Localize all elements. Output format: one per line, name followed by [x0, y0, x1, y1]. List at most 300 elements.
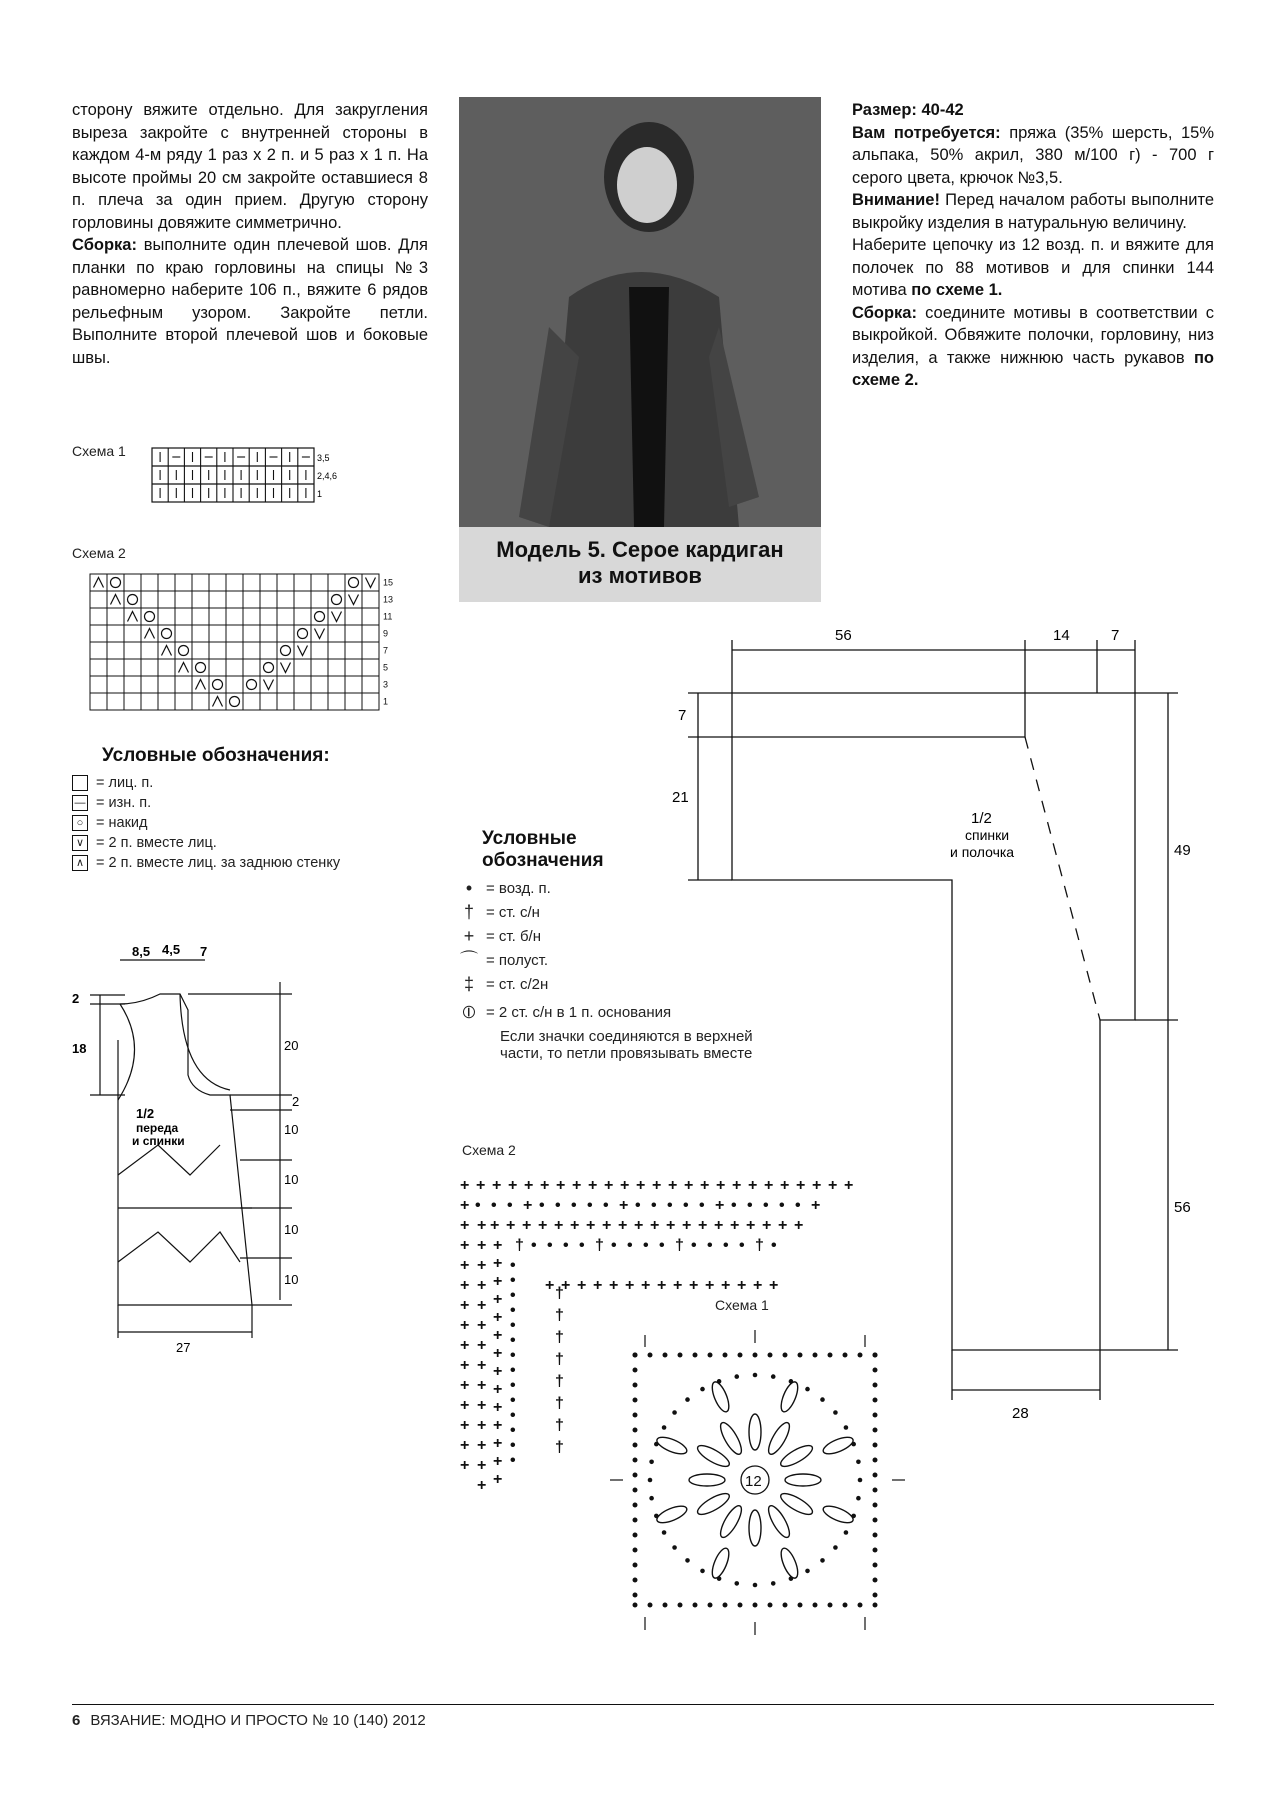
crochet-edge-stitch: • — [747, 1197, 753, 1214]
crochet-edge-stitch: + — [493, 1471, 503, 1488]
motif-chain-dot — [768, 1353, 773, 1358]
crochet-edge-stitch: + — [604, 1177, 614, 1194]
crochet-edge-stitch: • — [539, 1197, 545, 1214]
crochet-edge-stitch: • — [603, 1197, 609, 1214]
motif-chain-dot — [873, 1383, 878, 1388]
need-line — [852, 122, 1214, 190]
motif-chain-dot — [633, 1563, 638, 1568]
legend-knit-row-3 — [72, 833, 412, 853]
motif-chain-dot — [873, 1428, 878, 1433]
motif-chain-dot — [633, 1413, 638, 1418]
back-dim-right-1: 49 — [1174, 842, 1191, 859]
motif-chain-dot — [873, 1548, 878, 1553]
crochet-edge-stitch: • — [571, 1197, 577, 1214]
legend-crochet-row-1 — [458, 900, 818, 924]
crochet-edge-stitch: + — [844, 1177, 854, 1194]
crochet-edge-stitch: + — [732, 1177, 742, 1194]
motif-outer-petal — [778, 1546, 801, 1580]
motif-chain-dot — [856, 1459, 861, 1464]
knit-2-tog-tbl-mark — [179, 663, 189, 673]
front-dim-right-2: 2 — [292, 1094, 300, 1109]
motif-chain-dot — [771, 1374, 776, 1379]
crochet-edge-stitch: + — [620, 1177, 630, 1194]
crochet-edge-stitch: + — [460, 1437, 470, 1454]
motif-inner-petal — [785, 1474, 821, 1486]
right-text-column — [852, 99, 1214, 392]
front-dim-right-4: 10 — [284, 1172, 299, 1187]
attention-line — [852, 189, 1214, 234]
crochet-edge-stitch: + — [666, 1217, 676, 1234]
scheme2-knit-chart — [88, 572, 418, 722]
knit-2-tog-tbl-mark — [145, 629, 155, 639]
crochet-edge-stitch: • — [510, 1317, 516, 1334]
knit-2-tog-tbl-mark — [128, 612, 138, 622]
photo-caption-line2: из мотивов — [578, 563, 702, 588]
motif-chain-dot — [873, 1563, 878, 1568]
crochet-edge-stitch: + — [619, 1197, 629, 1214]
motif-chain-dot — [873, 1503, 878, 1508]
dc-icon: † — [463, 902, 474, 922]
motif-chain-dot — [753, 1583, 758, 1588]
crochet-edge-stitch: + — [586, 1217, 596, 1234]
motif-chain-dot — [828, 1603, 833, 1608]
motif-chain-dot — [633, 1428, 638, 1433]
crochet-edge-stitch: • — [643, 1237, 649, 1254]
motif-chain-dot — [678, 1353, 683, 1358]
knit-2-tog-mark — [366, 578, 376, 588]
right-assembly-line — [852, 302, 1214, 392]
motif-chain-dot — [700, 1569, 705, 1574]
motif-chain-dot — [833, 1545, 838, 1550]
yarn-over-mark — [247, 680, 257, 690]
motif-chain-dot — [873, 1368, 878, 1373]
back-dim-bottom: 28 — [1012, 1405, 1029, 1422]
crochet-edge-stitch: + — [716, 1177, 726, 1194]
motif-chain-dot — [633, 1488, 638, 1493]
crochet-edge-stitch: + — [764, 1177, 774, 1194]
v-square-icon: ∨ — [72, 835, 88, 851]
crochet-edge-stitch: + — [769, 1277, 779, 1294]
crochet-edge-stitch: • — [547, 1237, 553, 1254]
scheme2-row-label: 5 — [383, 662, 389, 673]
motif-chain-dot — [753, 1603, 758, 1608]
back-dim-top-1: 56 — [835, 627, 852, 644]
front-dim-top-1: 8,5 — [132, 944, 151, 959]
crochet-edge-stitch: + — [811, 1197, 821, 1214]
motif-chain-dot — [843, 1603, 848, 1608]
motif-chain-dot — [678, 1603, 683, 1608]
crochet-edge-stitch: † — [555, 1351, 564, 1368]
knit-2-tog-tbl-mark — [213, 697, 223, 707]
page-number: 6 — [72, 1712, 81, 1729]
crochet-edge-stitch: • — [510, 1422, 516, 1439]
motif-chain-dot — [856, 1496, 861, 1501]
knit-2-tog-mark — [281, 663, 291, 673]
assembly-label: Сборка: — [72, 236, 137, 254]
crochet-edge-stitch: + — [737, 1277, 747, 1294]
chain-bold: по схеме 1. — [911, 281, 1003, 299]
crochet-edge-stitch: • — [627, 1237, 633, 1254]
legend-knit-row-1 — [72, 793, 412, 813]
crochet-edge-stitch: + — [490, 1217, 500, 1234]
crochet-edge-stitch: † — [555, 1285, 564, 1302]
crochet-edge-stitch: • — [635, 1197, 641, 1214]
scheme2-caption: Схема 2 — [72, 545, 126, 561]
legend-crochet-text-5: = 2 ст. с/н в 1 п. основания — [486, 1003, 672, 1021]
yarn-over-mark — [213, 680, 223, 690]
crochet-edge-stitch: • — [659, 1237, 665, 1254]
knit-2-tog-mark — [315, 629, 325, 639]
legend-knit-row-4 — [72, 853, 412, 873]
motif-chain-dot — [768, 1603, 773, 1608]
motif-chain-dot — [771, 1581, 776, 1586]
crochet-edge-stitch: + — [577, 1277, 587, 1294]
motif-chain-dot — [813, 1603, 818, 1608]
crochet-edge-stitch: • — [507, 1197, 513, 1214]
motif-chain-dot — [734, 1374, 739, 1379]
crochet-edge-stitch: • — [510, 1302, 516, 1319]
crochet-edge-stitch: + — [778, 1217, 788, 1234]
motif-chain-dot — [813, 1353, 818, 1358]
crochet-motif-chart — [605, 1325, 925, 1645]
back-label-2: спинки — [965, 827, 1010, 843]
motif-chain-dot — [828, 1353, 833, 1358]
yarn-over-mark — [281, 646, 291, 656]
crochet-edge-stitch: + — [492, 1177, 502, 1194]
crochet-edge-stitch: + — [794, 1217, 804, 1234]
legend-crochet-title-1: Условные — [482, 828, 577, 849]
motif-outer-petal — [709, 1380, 732, 1414]
motif-chain-dot — [633, 1533, 638, 1538]
crochet-edge-stitch: + — [493, 1237, 503, 1254]
crochet-edge-stitch: + — [460, 1237, 470, 1254]
crochet-edge-stitch: • — [510, 1392, 516, 1409]
crochet-edge-stitch: • — [555, 1197, 561, 1214]
crochet-edge-stitch: + — [460, 1337, 470, 1354]
motif-chain-dot — [833, 1410, 838, 1415]
yarn-over-mark — [196, 663, 206, 673]
cluster-icon: ⦶ — [462, 1002, 476, 1022]
motif-chain-dot — [873, 1603, 878, 1608]
crochet-edge-stitch: • — [699, 1197, 705, 1214]
motif-chain-dot — [685, 1558, 690, 1563]
crochet-edge-stitch: + — [657, 1277, 667, 1294]
legend-knit — [72, 745, 412, 873]
crochet-edge-stitch: + — [609, 1277, 619, 1294]
legend-crochet-row-0 — [458, 876, 818, 900]
motif-chain-dot — [873, 1533, 878, 1538]
motif-chain-dot — [873, 1353, 878, 1358]
motif-chain-dot — [633, 1518, 638, 1523]
circle-square-icon: ○ — [72, 815, 88, 831]
knit-2-tog-mark — [332, 612, 342, 622]
crochet-edge-stitch: † — [555, 1329, 564, 1346]
legend-crochet-row-3 — [458, 948, 818, 972]
crochet-edge-stitch: + — [460, 1457, 470, 1474]
crochet-edge-stitch: • — [763, 1197, 769, 1214]
crochet-edge-stitch: + — [477, 1337, 487, 1354]
motif-chain-dot — [633, 1603, 638, 1608]
crochet-edge-stitch: • — [795, 1197, 801, 1214]
back-dim-top-2: 14 — [1053, 627, 1070, 644]
motif-chain-dot — [633, 1458, 638, 1463]
legend-crochet-note-1: Если значки соединяются в верхней — [500, 1028, 753, 1045]
assembly-text: выполните один плечевой шов. Для планки по краю горловины на спицы №3 равномерно наберите 106 п., вяжите 6 рядов рельефным узором. Закройте петли. Выполните второй плечевой шов и боковые швы. — [72, 236, 428, 367]
footer — [72, 1712, 426, 1729]
motif-chain-dot — [820, 1397, 825, 1402]
motif-inner-petal — [749, 1510, 761, 1546]
front-dim-right-1: 20 — [284, 1038, 299, 1053]
back-label-1: 1/2 — [971, 810, 992, 827]
crochet-edge-stitch: † — [555, 1307, 564, 1324]
crochet-edge-stitch: + — [714, 1217, 724, 1234]
need-label: Вам потребуется: — [852, 123, 1001, 142]
crochet-edge-stitch: + — [746, 1217, 756, 1234]
back-label-3: и полочка — [950, 844, 1015, 860]
crochet-edge-stitch: + — [493, 1363, 503, 1380]
left-paragraph-assembly — [72, 234, 428, 369]
motif-chain-dot — [873, 1488, 878, 1493]
motif-chain-dot — [873, 1458, 878, 1463]
yarn-over-mark — [298, 629, 308, 639]
crochet-edge-stitch: + — [762, 1217, 772, 1234]
crochet-edge-stitch: + — [477, 1237, 487, 1254]
crochet-edge-stitch: • — [510, 1437, 516, 1454]
magazine-title: ВЯЗАНИЕ: МОДНО И ПРОСТО № 10 (140) 2012 — [90, 1712, 426, 1729]
crochet-edge-stitch: + — [715, 1197, 725, 1214]
empty-square-icon — [72, 775, 88, 791]
motif-outer-petal — [655, 1434, 689, 1457]
motif-outer-petal — [778, 1380, 801, 1414]
crochet-edge-stitch: • — [491, 1197, 497, 1214]
yarn-over-mark — [264, 663, 274, 673]
attention-text: Перед началом работы выполните выкройку изделия в натуральную величину. — [852, 191, 1214, 232]
crochet-edge-stitch: † — [555, 1439, 564, 1456]
crochet-edge-stitch: + — [700, 1177, 710, 1194]
crochet-edge-stitch: • — [510, 1347, 516, 1364]
crochet-edge-stitch: + — [460, 1217, 470, 1234]
motif-inner-petal — [749, 1414, 761, 1450]
crochet-edge-stitch: + — [460, 1177, 470, 1194]
motif-chain-dot — [693, 1353, 698, 1358]
legend-crochet-title-2: обозначения — [482, 850, 604, 871]
crochet-edge-stitch: + — [540, 1177, 550, 1194]
motif-chain-dot — [633, 1368, 638, 1373]
photo-caption-line1: Модель 5. Серое кардиган — [496, 537, 784, 562]
crochet-edge-stitch: • — [651, 1197, 657, 1214]
crochet-edge-stitch: + — [477, 1357, 487, 1374]
crochet-edge-stitch: + — [753, 1277, 763, 1294]
motif-inner-petal — [778, 1490, 815, 1518]
crochet-edge-stitch: † — [515, 1237, 524, 1254]
motif-chain-dot — [663, 1353, 668, 1358]
motif-inner-petal — [695, 1490, 732, 1518]
crochet-edge-stitch: + — [570, 1217, 580, 1234]
motif-chain-dot — [662, 1425, 667, 1430]
crochet-edge-stitch: + — [602, 1217, 612, 1234]
legend-crochet-text-0: = возд. п. — [486, 879, 551, 897]
left-paragraph-1: сторону вяжите отдельно. Для закругления выреза закройте с внутренней стороны в каждом 4-м ряду 1 раз х 2 п. и 5 раз х 1 п. На высоте проймы 20 см закройте оставшиеся 8 п. плеча за один прием. Другую сторону горловины довяжите симметрично. — [72, 101, 428, 232]
crochet-edge-stitch: + — [477, 1217, 487, 1234]
crochet-edge-stitch: • — [510, 1407, 516, 1424]
crochet-edge-stitch: + — [721, 1277, 731, 1294]
crochet-edge-stitch: + — [477, 1377, 487, 1394]
crochet-edge-stitch: + — [493, 1381, 503, 1398]
sc-icon: + — [463, 926, 475, 946]
motif-chain-dot — [820, 1558, 825, 1563]
crochet-edge-stitch: + — [493, 1291, 503, 1308]
motif-chain-dot — [633, 1593, 638, 1598]
yarn-over-mark — [332, 595, 342, 605]
crochet-edge-stitch: + — [508, 1177, 518, 1194]
chain-line — [852, 234, 1214, 302]
crochet-edge-stitch: + — [668, 1177, 678, 1194]
crochet-edge-stitch: † — [595, 1237, 604, 1254]
legend-knit-text-1: = изн. п. — [96, 795, 152, 811]
motif-chain-dot — [738, 1603, 743, 1608]
crochet-edge-stitch: † — [675, 1237, 684, 1254]
crochet-edge-stitch: + — [477, 1277, 487, 1294]
legend-knit-row-0 — [72, 773, 412, 793]
crochet-edge-stitch: + — [493, 1345, 503, 1362]
front-dim-bottom: 27 — [176, 1340, 191, 1355]
crochet-edge-stitch: + — [477, 1397, 487, 1414]
motif-inner-petal — [717, 1503, 745, 1540]
scheme2-row-label: 3 — [383, 679, 389, 690]
motif-chain-dot — [708, 1603, 713, 1608]
legend-knit-text-2: = накид — [96, 815, 148, 831]
legend-crochet — [458, 828, 818, 1062]
chain-text: Наберите цепочку из 12 возд. п. и вяжите для полочек по 88 мотивов и для спинки 144 мотива — [852, 236, 1214, 299]
yarn-over-mark — [230, 697, 240, 707]
motif-chain-dot — [873, 1593, 878, 1598]
hdc-icon: ⌒ — [460, 950, 478, 970]
crochet-edge-stitch: + — [636, 1177, 646, 1194]
crochet-edge-stitch: + — [493, 1255, 503, 1272]
crochet-edge-stitch: + — [460, 1377, 470, 1394]
size-line — [852, 99, 1214, 122]
motif-chain-dot — [663, 1603, 668, 1608]
crochet-edge-stitch: + — [650, 1217, 660, 1234]
crochet-edge-stitch: + — [477, 1417, 487, 1434]
scheme1-row-label-246: 2,4,6 — [317, 471, 338, 481]
crochet-edge-stitch: + — [477, 1297, 487, 1314]
crochet-edge-stitch: • — [510, 1257, 516, 1274]
crochet-edge-stitch: + — [812, 1177, 822, 1194]
crochet-edge-stitch: + — [477, 1317, 487, 1334]
crochet-edge-stitch: + — [554, 1217, 564, 1234]
motif-chain-dot — [648, 1478, 653, 1483]
front-dim-right-5: 10 — [284, 1222, 299, 1237]
scheme2-row-label: 13 — [383, 594, 394, 605]
motif-chain-dot — [858, 1603, 863, 1608]
front-dim-right-6: 10 — [284, 1272, 299, 1287]
crochet-edge-stitch: + — [828, 1177, 838, 1194]
knit-2-tog-tbl-mark — [94, 578, 104, 588]
motif-chain-dot — [753, 1373, 758, 1378]
crochet-edge-stitch: • — [475, 1197, 481, 1214]
crochet-edge-stitch: + — [634, 1217, 644, 1234]
right-assembly-text: соедините мотивы в соответствии с выкройкой. Обвяжите полочки, горловину, низ изделия, а также нижнюю часть рукавов — [852, 303, 1214, 367]
legend-knit-text-3: = 2 п. вместе лиц. — [96, 835, 217, 851]
scheme1-row-label-1: 1 — [317, 489, 323, 499]
crochet-edge-stitch: + — [493, 1453, 503, 1470]
legend-crochet-row-4 — [458, 972, 818, 996]
motif-chain-dot — [798, 1353, 803, 1358]
front-label-1: 1/2 — [136, 1106, 155, 1121]
motif-chain-dot — [873, 1578, 878, 1583]
motif-chain-dot — [723, 1603, 728, 1608]
model-photo — [459, 97, 821, 602]
crochet-edge-stitch: + — [698, 1217, 708, 1234]
knit-2-tog-mark — [264, 680, 274, 690]
legend-crochet-row-2 — [458, 924, 818, 948]
motif-chain-dot — [723, 1353, 728, 1358]
front-dim-top-2: 4,5 — [162, 942, 181, 957]
motif-chain-dot — [873, 1473, 878, 1478]
crochet-edge-stitch: + — [748, 1177, 758, 1194]
knit-2-tog-mark — [298, 646, 308, 656]
legend-crochet-note-2: части, то петли провязывать вместе — [500, 1045, 753, 1062]
back-dim-top-3: 7 — [1111, 627, 1120, 644]
crochet-edge-stitch: • — [731, 1197, 737, 1214]
motif-chain-dot — [633, 1503, 638, 1508]
legend-crochet-text-3: = полуст. — [486, 951, 549, 969]
legend-knit-row-2 — [72, 813, 412, 833]
yarn-over-mark — [111, 578, 121, 588]
motif-chain-dot — [805, 1569, 810, 1574]
pattern-front-back — [70, 940, 330, 1360]
crochet-edge-stitch: + — [780, 1177, 790, 1194]
crochet-edge-stitch: + — [460, 1317, 470, 1334]
motif-chain-dot — [738, 1353, 743, 1358]
legend-knit-text-4: = 2 п. вместе лиц. за заднюю стенку — [96, 855, 341, 871]
crochet-edge-stitch: + — [460, 1397, 470, 1414]
crochet-edge-stitch: + — [561, 1277, 571, 1294]
motif-chain-dot — [843, 1353, 848, 1358]
crochet-edge-stitch: • — [771, 1237, 777, 1254]
yarn-over-mark — [349, 578, 359, 588]
motif-chain-dot — [672, 1545, 677, 1550]
crochet-edge-stitch: + — [460, 1277, 470, 1294]
motif-chain-dot — [858, 1353, 863, 1358]
crochet-edge-stitch: + — [545, 1277, 555, 1294]
crochet-edge-stitch: • — [683, 1197, 689, 1214]
front-dim-top-3: 7 — [200, 944, 208, 959]
crochet-edge-stitch: + — [538, 1217, 548, 1234]
motif-inner-petal — [717, 1420, 745, 1457]
motif-chain-dot — [693, 1603, 698, 1608]
legend-crochet-text-4: = ст. с/2н — [486, 975, 549, 993]
scheme1-row-label-35: 3,5 — [317, 453, 330, 463]
crochet-edge-stitch: • — [510, 1332, 516, 1349]
left-text-column — [72, 99, 428, 369]
crochet-edge-stitch: • — [707, 1237, 713, 1254]
crochet-edge-stitch: + — [641, 1277, 651, 1294]
crochet-edge-stitch: + — [477, 1477, 487, 1494]
crochet-edge-stitch: + — [652, 1177, 662, 1194]
crochet-edge-stitch: • — [579, 1237, 585, 1254]
legend-knit-title: Условные обозначения: — [102, 745, 330, 766]
yarn-over-mark — [145, 612, 155, 622]
crochet-edge-stitch: † — [555, 1417, 564, 1434]
crochet-edge-stitch: + — [625, 1277, 635, 1294]
back-dim-right-2: 56 — [1174, 1199, 1191, 1216]
motif-chain-dot — [633, 1353, 638, 1358]
crochet-edge-stitch: • — [510, 1272, 516, 1289]
crochet-edge-stitch: + — [684, 1177, 694, 1194]
front-label-2: переда — [136, 1121, 179, 1135]
